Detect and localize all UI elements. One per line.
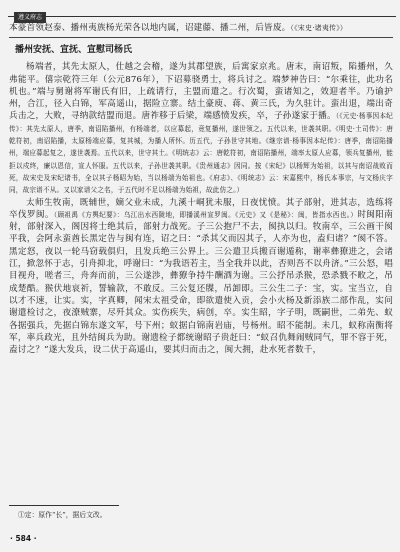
page-number: · 584 ·	[10, 534, 37, 543]
top-text: 本豪首领赵泰、播州夷族杨光荣各以地内属，诏建藤、播二州，后皆废。	[9, 23, 291, 33]
intro-note: （《元史·杨事因本纪传》：其先太原人，唐季，南诏陷播州，有杨端者，以应募起，竟复播州，遂世领之。五代以来，世袭其职。《明史·土司传》：唐乾符初，南诏陷播，太原杨端应募，复其城，为播人所怀。历五代，子孙世守其地。《继宗谱·杨事因本纪传》：唐季，南诏陷播州，端应募起复之，遂世袭焉。五代以来，世守其土。《明统志》云：唐乾符初，南诏陷播州，端率太原人应募，领兵复播州，能拒以戍终，廉以恩信，宣人怀服。五代以来，子孙世袭其职。《贵州通志》因同。按《宋纪》以杨辉为始祖，以其与南诏战败而死，故宋史及宋纪诸书，全以其子杨昭为始，当以杨端为始祖也。《府志》、《明统志》云：宋嘉熙中，杨氏本事宗，与文杨庆字同，故宗谱不从。又以家谱父之名，于五代时不足以杨端为始祖，故此仿之。）	[9, 112, 394, 195]
book-title: 遵义府志	[14, 12, 46, 23]
intro-paragraph	[9, 61, 393, 196]
body-note: （顾祖禹《方舆纪要》：乌江出水西陇地，即播溪州宣罗闽。《元史》又《是秘》：闽，皆指水西也。）	[53, 210, 358, 219]
top-note: （《宋史·诸夷传》）	[290, 24, 348, 32]
running-header	[8, 4, 396, 21]
content	[9, 22, 393, 356]
body-tail: 时闽阳南射，部射深入，阁因将士绝其后，部射力战死。子三公抱尸不去，阂执以归。牧南卒，三公画干阂平我，会阿永蛮酋长黑定告与闽有连，诏之曰：“杀其父而囚其子，人亦为也，盍归诸？”阂不答。黑定怒，夜以一轮马窃载俱归，且发兵绝三公界上。三公遣卫兵搬百谢遁称，谢率彝獠进之，会诸江，掀忽怀于志，引舟抑北，呼谢曰：“为我语若主，当全我并以此，否则吾不以舟济。”三公怒，唱目视舟，嗟者三，舟奔而前，三公遂渉，彝獠争持牛酬酒为谢。三公抒吊杀猴，恐杀戮不畋之，吊成楚酷。猴伏地哀祈，誓输款，不敢反。三公复还牒，吊卸即。三公生二子：宝，实。宝当立，自以才不速，让实。实，字真卿，闻宋太祖受命，即欲遣使入贡，会小火杨及新添族二部作乱，实问谢遣检讨之，夜潦贼寨，尽歼其众。实伤疾失，病创，卒。实生昭，字子明，既嗣世，二弟先、蚁各据强兵，先据白锦东遂文军，号下州；蚁据白锦南岩庙，号杨州。昭不能制。未几，蚁称南衡将军，率兵政光，且外结闽兵为助。谢遗检子都统谢昭子贵赶曰：“蚁召仇舞闹贼同气，罪不容于死，盍讨之？”遂大发兵，设二伏于高遥山，要其归而击之，闽大拥，赴水死者数千，	[9, 209, 393, 356]
footnote: ①定：原作“长”，据后文改。	[18, 511, 107, 519]
section-divider	[9, 37, 393, 38]
body-main: 太师生牧南，既辅世，嫡父业未成，九溪十峒犹未服，日夜忧愤。其子部射，进其志，选练将卒伐罗闽。	[9, 197, 393, 220]
intro-main: 杨端者，其先太原人，仕越之会稽，遂为其郡望族，后寓家京兆。唐末，南诏叛，陷播州，久弗能平。僖宗乾符三年（公元876年），下诏募骁勇士，将兵讨之。端梦神告曰：“尔乘往，此功名机也。”端与舅谢将军谢氏有旧，上疏请行，主盟而遣之。行次蜀，蛮诸知之，效迎者半。乃谕护州，合江，径入白锦，军高遥山，据险立寨。结土豪庾、蒋、黄三氏，为久驻计。蛮出退，端出奇兵击之，大败，寻纳款结盟而退。唐祚移于后梁，端感愤发疾，卒，子孙遂家于播。	[9, 62, 393, 122]
top-paragraph	[9, 22, 393, 34]
body-paragraph	[9, 197, 393, 357]
section-title: 播州安抚、宣抚、宣慰司杨氏	[15, 45, 133, 56]
footnote-rule	[9, 505, 119, 506]
